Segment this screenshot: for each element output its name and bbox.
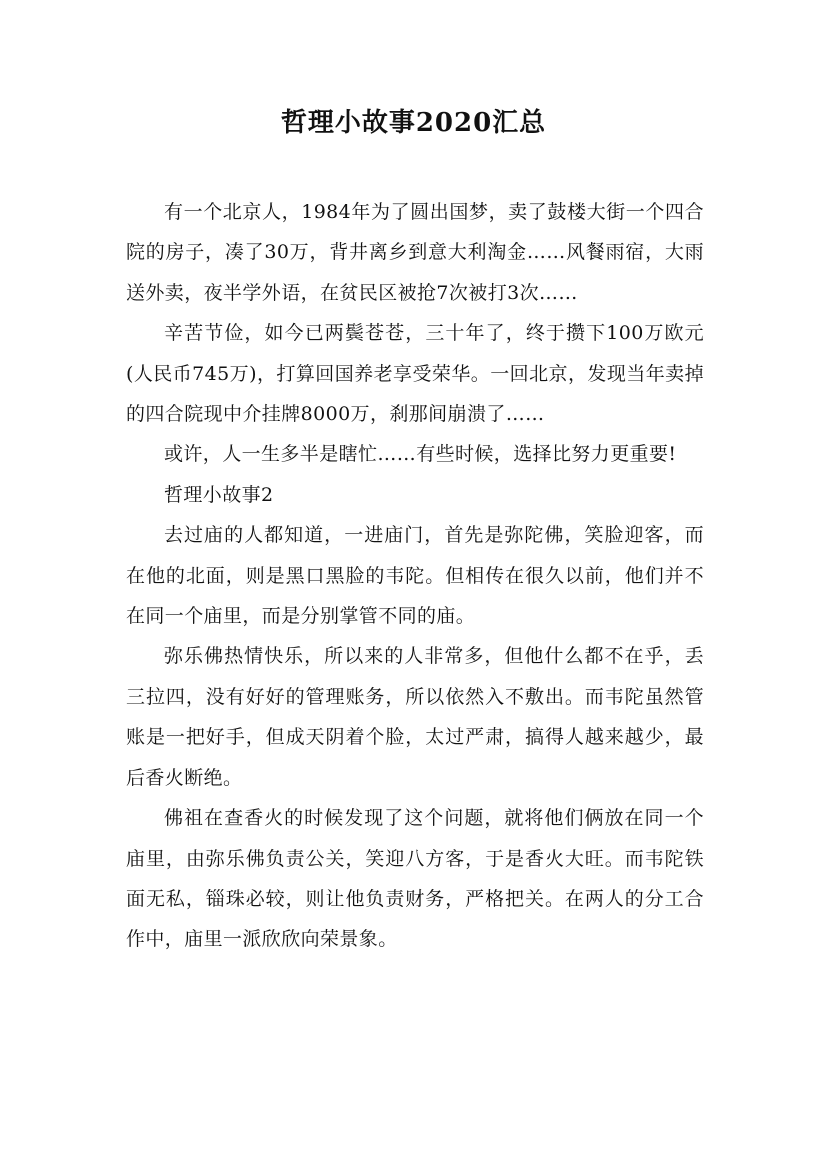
story-2-heading: 哲理小故事2	[164, 483, 274, 506]
paragraph-6: 佛祖在查香火的时候发现了这个问题，就将他们俩放在同一个庙里，由弥乐佛负责公关，笑迎八方客，于是香火大旺。而韦陀铁面无私，锱珠必较，则让他负责财务，严格把关。在两人的分工合作中，庙里一派欣欣向荣景象。	[126, 807, 704, 951]
paragraph-5: 弥乐佛热情快乐，所以来的人非常多，但他什么都不在乎，丢三拉四，没有好好的管理账务，所以依然入不敷出。而韦陀虽然管账是一把好手，但成天阴着个脸，太过严肃，搞得人越来越少，最后香火断绝。	[126, 645, 704, 789]
paragraph-4: 去过庙的人都知道，一进庙门，首先是弥陀佛，笑脸迎客，而在他的北面，则是黑口黑脸的韦陀。但相传在很久以前，他们并不在同一个庙里，而是分别掌管不同的庙。	[126, 524, 704, 628]
document-title: 哲理小故事2020汇总	[280, 108, 547, 138]
paragraph-2: 辛苦节俭，如今已两鬓苍苍，三十年了，终于攒下100万欧元(人民币745万)，打算回国养老享受荣华。一回北京，发现当年卖掉的四合院现中介挂牌8000万，刹那间崩溃了……	[126, 322, 704, 426]
paragraph-1: 有一个北京人，1984年为了圆出国梦，卖了鼓楼大街一个四合院的房子，凑了30万，背井离乡到意大利淘金……风餐雨宿，大雨送外卖，夜半学外语，在贫民区被抢7次被打3次……	[126, 201, 704, 304]
document-body	[126, 192, 704, 960]
paragraph-3: 或许，人一生多半是瞎忙……有些时候，选择比努力更重要!	[164, 443, 677, 466]
